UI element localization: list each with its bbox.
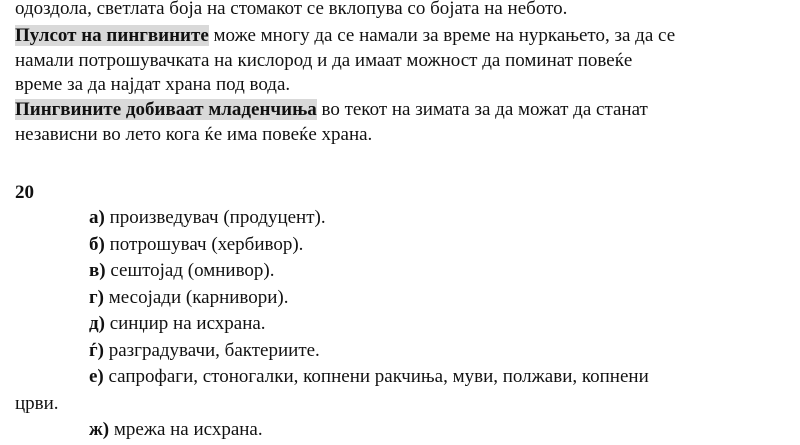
answer-text: произведувач (продуцент).	[104, 207, 326, 228]
answer-letter: д)	[89, 313, 105, 334]
answer-item	[89, 340, 320, 362]
answer-item	[89, 234, 303, 256]
answer-letter: е)	[89, 366, 104, 387]
answer-item	[89, 366, 649, 388]
paragraph-line	[15, 50, 632, 72]
answer-text: сештојад (омнивор).	[105, 260, 275, 281]
answer-continuation	[15, 393, 59, 415]
answer-letter: б)	[89, 234, 105, 255]
answer-text: црви.	[15, 393, 59, 414]
paragraph-line	[15, 124, 372, 146]
paragraph-text: во текот на зимата за да можат да станат	[316, 99, 648, 120]
section-number: 20	[15, 182, 34, 203]
answer-letter: ж)	[89, 419, 110, 440]
answer-text: разградувачи, бактериите.	[103, 340, 320, 361]
paragraph-line	[15, 74, 290, 96]
paragraph-text: време за да најдат храна под вода.	[15, 74, 291, 95]
highlighted-heading: Пулсот на пингвините	[15, 25, 209, 46]
paragraph-text: одоздола, светлата боја на стомакот се вклопува со бојата на небото.	[15, 0, 568, 19]
answer-letter: в)	[89, 260, 106, 281]
answer-letter: а)	[89, 207, 105, 228]
paragraph-text: може многу да се намали за време на нуркањето, за да се	[208, 25, 676, 46]
answer-letter: г)	[89, 287, 104, 308]
answer-text: сапрофаги, стоногалки, копнени ракчиња, муви, полжави, копнени	[103, 366, 649, 387]
answer-item	[89, 287, 289, 309]
paragraph-line	[15, 99, 648, 121]
answer-text: месојади (карнивори).	[103, 287, 289, 308]
paragraph-line	[15, 25, 675, 47]
answer-item	[89, 207, 326, 229]
highlighted-heading: Пингвините добиваат младенчиња	[15, 99, 317, 120]
answer-item	[89, 419, 263, 441]
answer-letter: ѓ)	[89, 340, 104, 361]
paragraph-text: независни во лето кога ќе има повеќе храна.	[15, 124, 373, 145]
answer-item	[89, 260, 275, 282]
answer-text: потрошувач (хербивор).	[104, 234, 304, 255]
paragraph-text: намали потрошувачката на кислород и да имаат можност да поминат повеќе	[15, 50, 633, 71]
answer-item	[89, 313, 266, 335]
answer-text: мрежа на исхрана.	[109, 419, 263, 440]
paragraph-line	[15, 0, 567, 20]
answer-text: синџир на исхрана.	[104, 313, 266, 334]
